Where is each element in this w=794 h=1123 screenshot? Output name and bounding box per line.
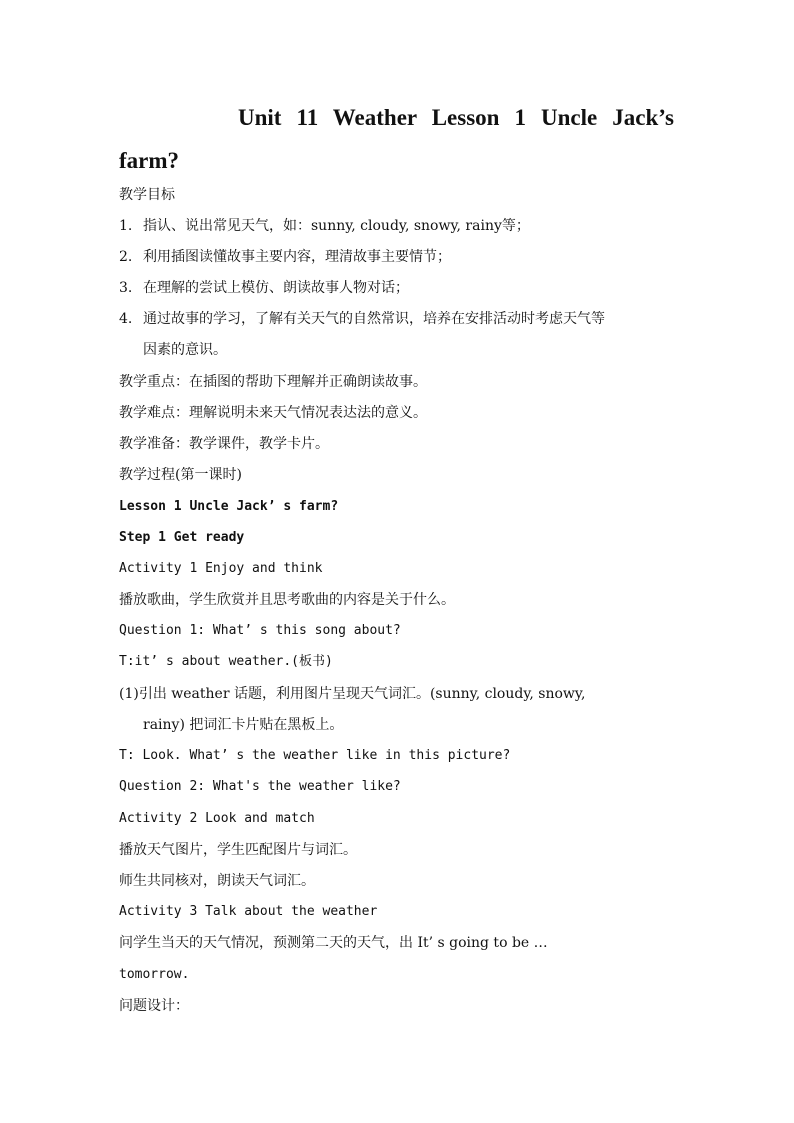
objective-item-1 <box>119 216 530 236</box>
point-1-line-1: (1)引出 weather 话题，利用图片呈现天气词汇。(sunny, cloudy, snowy, <box>119 686 586 702</box>
objective-text: 通过故事的学习，了解有关天气的自然常识，培养在安排活动时考虑天气等 <box>143 311 605 327</box>
teacher-look: T: Look. What’ s the weather like in this picture? <box>119 748 511 763</box>
question-2: Question 2: What's the weather like? <box>119 779 401 794</box>
point-1-line-2: rainy) 把词汇卡片贴在黑板上。 <box>143 717 344 733</box>
objective-item-4-continued: 因素的意识。 <box>143 342 227 358</box>
objective-text: 利用插图读懂故事主要内容，理清故事主要情节； <box>143 249 451 265</box>
activity-1-description: 播放歌曲，学生欣赏并且思考歌曲的内容是关于什么。 <box>119 592 455 608</box>
objective-item-4 <box>119 309 605 329</box>
objectives-heading: 教学目标 <box>119 187 175 203</box>
preparation: 教学准备：教学课件，教学卡片。 <box>119 436 329 452</box>
activity-1: Activity 1 Enjoy and think <box>119 561 323 576</box>
objective-number: 2. <box>119 249 133 265</box>
activity-2-description-1: 播放天气图片，学生匹配图片与词汇。 <box>119 842 357 858</box>
question-1: Question 1: What’ s this song about? <box>119 623 401 638</box>
objective-number: 3. <box>119 280 133 296</box>
key-point: 教学重点：在插图的帮助下理解并正确朗读故事。 <box>119 374 427 390</box>
objective-number: 4. <box>119 311 133 327</box>
objective-item-2 <box>119 247 451 267</box>
title-line-2: farm? <box>119 148 180 173</box>
activity-3: Activity 3 Talk about the weather <box>119 904 378 919</box>
question-design: 问题设计： <box>119 998 189 1014</box>
objective-item-3 <box>119 278 409 298</box>
activity-2-description-2: 师生共同核对，朗读天气词汇。 <box>119 873 315 889</box>
activity-3-line-1: 问学生当天的天气情况，预测第二天的天气，出 It’ s going to be … <box>119 935 548 951</box>
step-1: Step 1 Get ready <box>119 530 245 545</box>
activity-3-line-2: tomorrow. <box>119 967 190 982</box>
process-heading: 教学过程(第一课时) <box>119 467 242 483</box>
lesson-title: Lesson 1 Uncle Jack’ s farm? <box>119 499 339 514</box>
objective-number: 1. <box>119 218 133 234</box>
activity-2: Activity 2 Look and match <box>119 811 315 826</box>
title-line-1: Unit 11 Weather Lesson 1 Uncle Jack’s <box>238 105 674 130</box>
objective-text: 指认、说出常见天气，如：sunny, cloudy, snowy, rainy等； <box>143 218 530 234</box>
difficulty: 教学难点：理解说明未来天气情况表达法的意义。 <box>119 405 427 421</box>
objective-text: 在理解的尝试上模仿、朗读故事人物对话； <box>143 280 409 296</box>
teacher-answer: T:it’ s about weather.(板书) <box>119 654 333 669</box>
